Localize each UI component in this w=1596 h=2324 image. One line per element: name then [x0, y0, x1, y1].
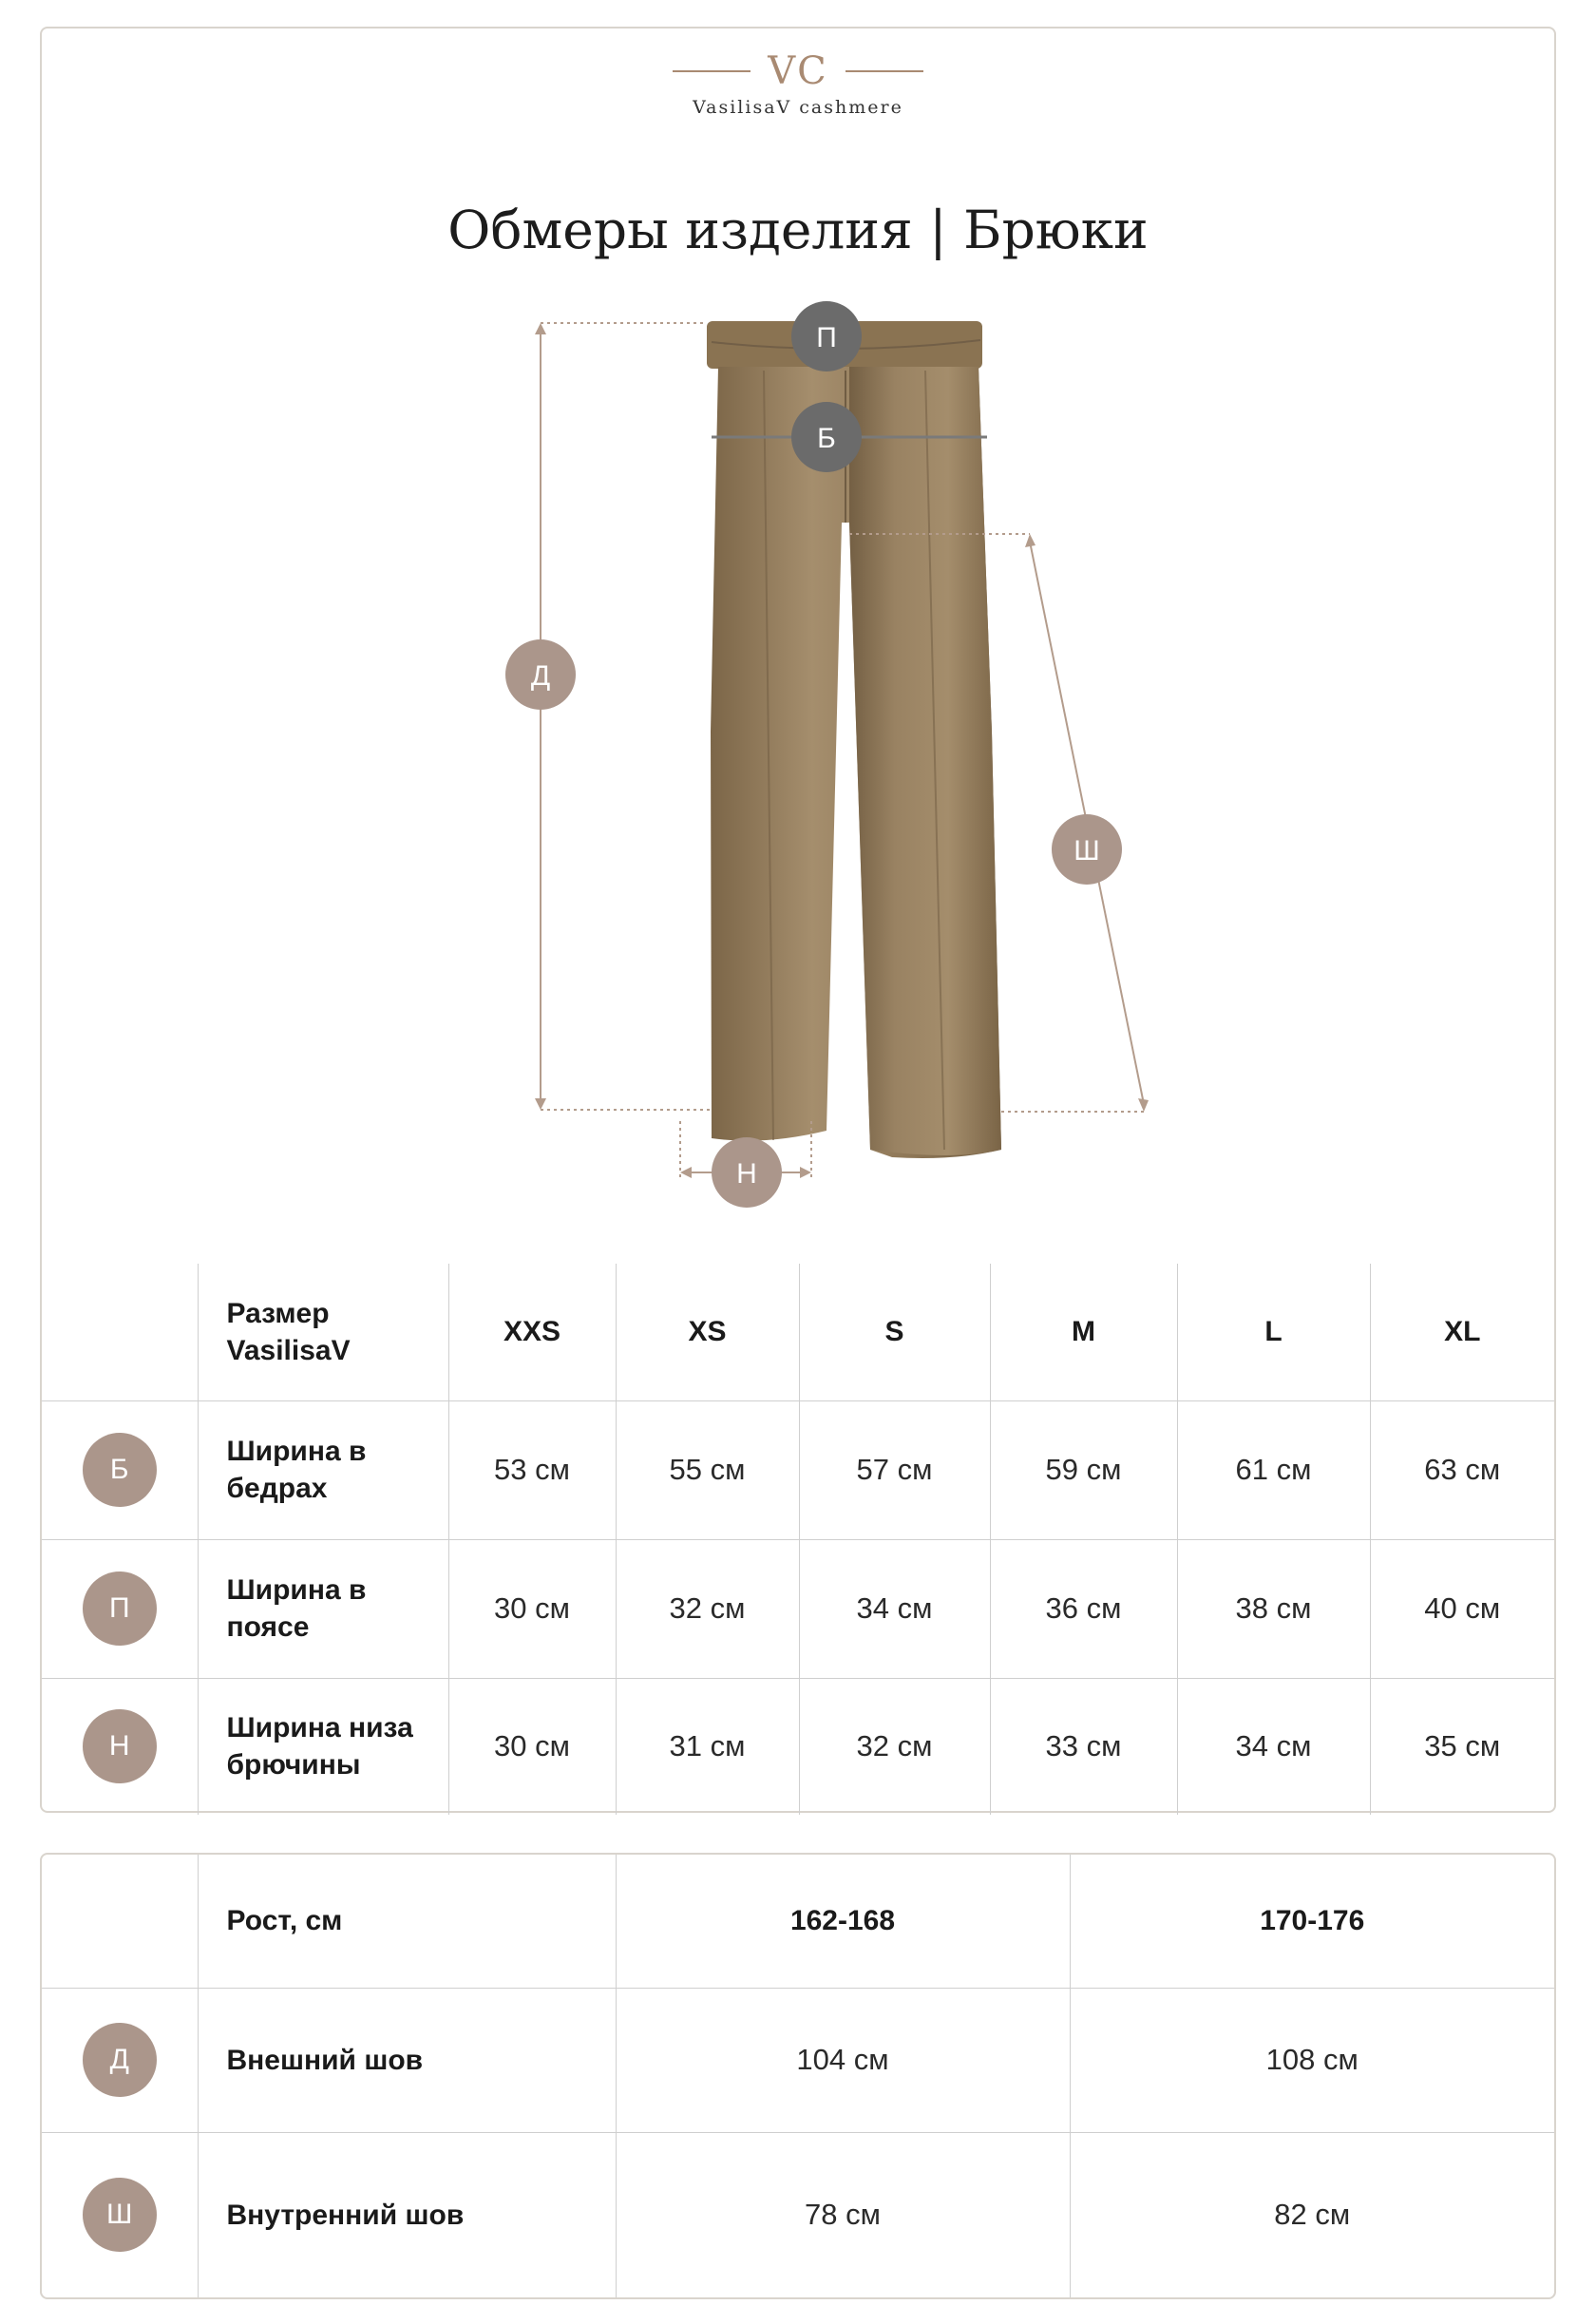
marker-length	[505, 639, 576, 710]
svg-text:Н: Н	[736, 1158, 757, 1190]
row-label: Ширина в поясе	[198, 1539, 448, 1678]
svg-text:Ш: Ш	[1074, 835, 1100, 867]
marker-inseam	[1052, 814, 1122, 885]
height-card	[40, 1853, 1556, 2299]
badge-cell	[42, 2132, 198, 2297]
page-title: Обмеры изделия | Брюки	[447, 200, 1149, 260]
svg-text:Б: Б	[817, 423, 836, 454]
value-cell: 32 см	[616, 1539, 799, 1678]
value-cell: 38 см	[1177, 1539, 1370, 1678]
empty-cell	[42, 1855, 198, 1988]
value-cell: 30 см	[448, 1539, 616, 1678]
size-l: L	[1177, 1264, 1370, 1400]
value-cell: 104 см	[616, 1988, 1070, 2132]
value-cell: 78 см	[616, 2132, 1070, 2297]
value-cell: 82 см	[1070, 2132, 1554, 2297]
row-label: Ширина в бедрах	[198, 1400, 448, 1539]
row-label: Ширина низа брючины	[198, 1678, 448, 1815]
table-row	[42, 1988, 1554, 2132]
size-xxs: XXS	[448, 1264, 616, 1400]
marker-waist	[791, 301, 862, 371]
empty-cell	[42, 1264, 198, 1400]
value-cell: 34 см	[799, 1539, 990, 1678]
svg-text:Д: Д	[530, 660, 551, 692]
row-badge: Ш	[83, 2178, 157, 2252]
size-header-row	[42, 1264, 1554, 1400]
size-s: S	[799, 1264, 990, 1400]
height-range: 170-176	[1070, 1855, 1554, 1988]
value-cell: 63 см	[1370, 1400, 1554, 1539]
measurements-card	[40, 27, 1556, 1813]
size-table	[42, 1264, 1554, 1815]
table-row	[42, 1539, 1554, 1678]
table-row	[42, 2132, 1554, 2297]
size-header-label: Размер VasilisaV	[198, 1264, 448, 1400]
height-header-row	[42, 1855, 1554, 1988]
logo-brand-name: VasilisaV cashmere	[693, 97, 903, 118]
row-badge: П	[83, 1572, 157, 1646]
value-cell: 55 см	[616, 1400, 799, 1539]
row-label: Внешний шов	[198, 1988, 616, 2132]
svg-text:П: П	[816, 322, 837, 353]
value-cell: 61 см	[1177, 1400, 1370, 1539]
length-dimension	[535, 323, 711, 1110]
value-cell: 40 см	[1370, 1539, 1554, 1678]
marker-hips	[791, 402, 862, 472]
value-cell: 35 см	[1370, 1678, 1554, 1815]
value-cell: 30 см	[448, 1678, 616, 1815]
value-cell: 36 см	[990, 1539, 1177, 1678]
height-table	[42, 1855, 1554, 2297]
row-badge: Д	[83, 2023, 157, 2097]
badge-cell	[42, 1678, 198, 1815]
value-cell: 34 см	[1177, 1678, 1370, 1815]
value-cell: 59 см	[990, 1400, 1177, 1539]
value-cell: 33 см	[990, 1678, 1177, 1815]
badge-cell	[42, 1400, 198, 1539]
value-cell: 57 см	[799, 1400, 990, 1539]
trousers-diagram	[42, 29, 1554, 1245]
value-cell: 53 см	[448, 1400, 616, 1539]
height-range: 162-168	[616, 1855, 1070, 1988]
row-label: Внутренний шов	[198, 2132, 616, 2297]
badge-cell	[42, 1988, 198, 2132]
logo-monogram: VC	[768, 49, 828, 93]
size-m: M	[990, 1264, 1177, 1400]
row-badge: Н	[83, 1709, 157, 1783]
badge-cell	[42, 1539, 198, 1678]
value-cell: 31 см	[616, 1678, 799, 1815]
size-xl: XL	[1370, 1264, 1554, 1400]
table-row	[42, 1678, 1554, 1815]
size-xs: XS	[616, 1264, 799, 1400]
height-header-label: Рост, см	[198, 1855, 616, 1988]
table-row	[42, 1400, 1554, 1539]
value-cell: 32 см	[799, 1678, 990, 1815]
row-badge: Б	[83, 1433, 157, 1507]
marker-hem	[712, 1137, 782, 1208]
right-leg	[849, 367, 1001, 1155]
value-cell: 108 см	[1070, 1988, 1554, 2132]
